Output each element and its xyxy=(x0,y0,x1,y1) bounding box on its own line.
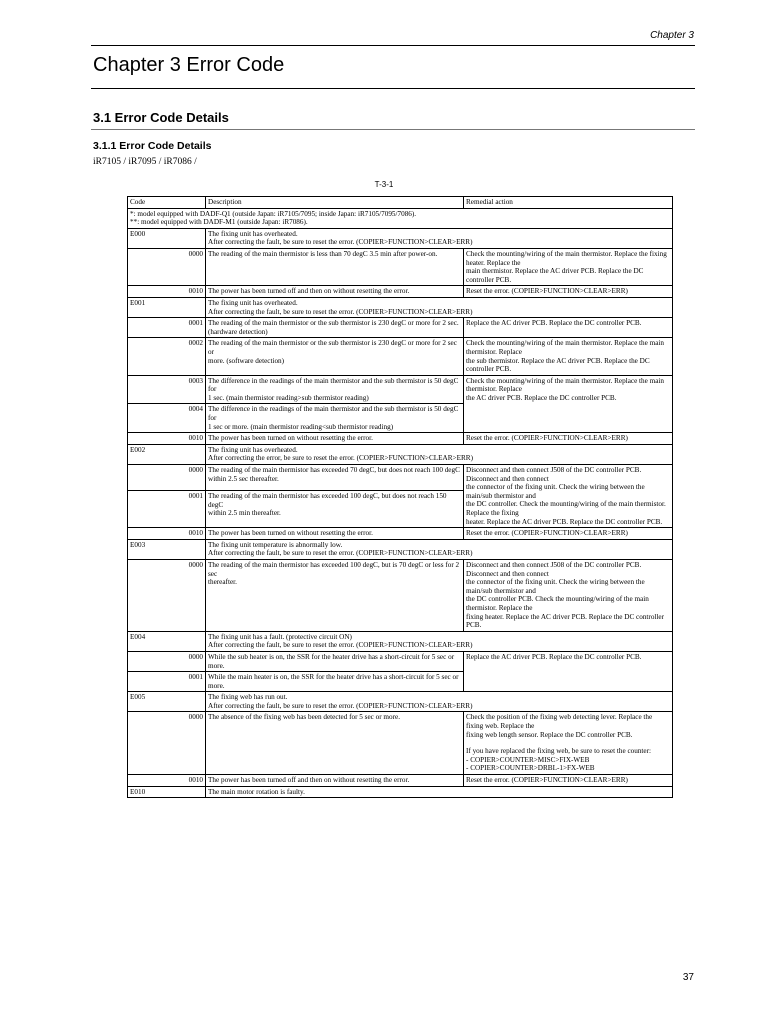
cell-line: The reading of the main thermistor or the sub thermistor is 230 degC or more for 2 sec. xyxy=(208,319,459,328)
detail-description xyxy=(206,559,464,631)
cell-line: The absence of the fixing web has been detected for 5 sec or more. xyxy=(208,713,400,722)
remedial-action xyxy=(464,465,673,528)
cell-line: After correcting the fault, be sure to reset the error. (COPIER>FUNCTION>CLEAR>ERR) xyxy=(208,307,473,316)
table-row xyxy=(128,465,673,491)
error-group-row xyxy=(128,539,673,559)
detail-code xyxy=(128,286,206,298)
remedial-action xyxy=(464,528,673,540)
error-group-row xyxy=(128,786,673,798)
cell-line: E004 xyxy=(130,632,146,641)
cell-line: While the main heater is on, the SSR for the heater drive has a short-circuit for 5 sec or xyxy=(208,673,459,682)
cell-line: The fixing unit has a fault. (protective circuit ON) xyxy=(208,632,352,641)
cell-line: Check the mounting/wiring of the main thermistor. Replace the main thermistor. Replace xyxy=(466,339,665,356)
cell-line: Replace the AC driver PCB. Replace the DC controller PCB. xyxy=(466,652,642,661)
table-row xyxy=(128,712,673,775)
error-description xyxy=(206,297,673,317)
cell-line: the connector of the fixing unit. Check the wiring between the main/sub thermistor and xyxy=(466,483,645,500)
cell-line: main thermistor. Replace the AC driver PCB. Replace the DC controller PCB. xyxy=(466,267,644,284)
cell-line: E002 xyxy=(130,445,146,454)
cell-line: The power has been turned off and then on without resetting the error. xyxy=(208,776,410,785)
cell-line: 0000 xyxy=(188,249,203,258)
table-row xyxy=(128,286,673,298)
remedial-action xyxy=(464,559,673,631)
detail-code xyxy=(128,528,206,540)
cell-line: The fixing web has run out. xyxy=(208,693,288,702)
remedial-action xyxy=(464,286,673,298)
cell-line: Reset the error. (COPIER>FUNCTION>CLEAR>ERR) xyxy=(466,434,628,443)
cell-line: 1 sec or more. (main thermistor reading<sub thermistor reading) xyxy=(208,422,394,431)
error-group-row xyxy=(128,228,673,248)
cell-line: Disconnect and then connect J508 of the DC controller PCB. Disconnect and then connect xyxy=(466,560,642,578)
cell-line: E000 xyxy=(130,229,146,238)
error-code xyxy=(128,786,206,798)
error-description xyxy=(206,539,673,559)
table-id: T-3-1 xyxy=(374,180,394,189)
detail-code xyxy=(128,465,206,491)
table-row xyxy=(128,528,673,540)
cell-line: Disconnect and then connect J508 of the DC controller PCB. Disconnect and then connect xyxy=(466,466,642,483)
error-group-row xyxy=(128,444,673,464)
detail-description xyxy=(206,433,464,445)
remedial-action xyxy=(464,318,673,338)
table-row xyxy=(128,775,673,787)
cell-line: 0010 xyxy=(188,529,203,538)
cell-line: E001 xyxy=(130,298,146,307)
cell-line: Replace the AC driver PCB. Replace the DC controller PCB. xyxy=(466,319,642,328)
cell-line: The difference in the readings of the main thermistor and the sub thermistor is 50 degC for xyxy=(208,376,459,394)
detail-code xyxy=(128,248,206,285)
cell-line: E005 xyxy=(130,693,146,702)
remedial-action xyxy=(464,338,673,375)
cell-line: After correcting the fault, be sure to reset the error. (COPIER>FUNCTION>CLEAR>ERR) xyxy=(208,238,473,247)
cell-line: The main motor rotation is faulty. xyxy=(208,787,305,796)
cell-line: Check the position of the fixing web detecting lever. Replace the fixing web. Replace the xyxy=(466,713,653,731)
table-row xyxy=(128,318,673,338)
error-group-row xyxy=(128,692,673,712)
detail-code xyxy=(128,404,206,433)
cell-line: **: model equipped with DADF-M1 (outside Japan: iR7086). xyxy=(130,218,308,227)
cell-line: more. xyxy=(208,661,225,670)
table-notes xyxy=(128,208,673,228)
cell-line: 0000 xyxy=(188,713,203,722)
cell-line: E010 xyxy=(130,787,146,796)
error-code xyxy=(128,692,206,712)
cell-line: Code xyxy=(130,198,146,206)
cell-line: *: model equipped with DADF-Q1 (outside Japan: iR7105/7095; inside Japan: iR7105/7095/7086). xyxy=(130,209,417,218)
cell-line: the AC driver PCB. Replace the DC controller PCB. xyxy=(466,393,617,402)
model-list: iR7105 / iR7095 / iR7086 / xyxy=(93,157,197,167)
cell-line: Check the mounting/wiring of the main thermistor. Replace the fixing heater. Replace the xyxy=(466,249,667,267)
detail-description xyxy=(206,318,464,338)
cell-line: 0000 xyxy=(188,560,203,569)
cell-line: The fixing unit has overheated. xyxy=(208,445,298,454)
table-row xyxy=(128,248,673,285)
column-header xyxy=(128,197,206,209)
cell-line: 0010 xyxy=(188,434,203,443)
error-code xyxy=(128,228,206,248)
cell-line: After correcting the fault, be sure to reset the error. (COPIER>FUNCTION>CLEAR>ERR) xyxy=(208,549,473,558)
cell-line: The fixing unit has overheated. xyxy=(208,229,298,238)
cell-line: 0004 xyxy=(188,405,203,414)
detail-description xyxy=(206,491,464,528)
cell-line: After correcting the fault, be sure to reset the error. (COPIER>FUNCTION>CLEAR>ERR) xyxy=(208,701,473,710)
cell-line: thereafter. xyxy=(208,578,237,587)
error-code xyxy=(128,444,206,464)
cell-line: the connector of the fixing unit. Check the wiring between the main/sub thermistor and xyxy=(466,578,645,595)
detail-description xyxy=(206,528,464,540)
table-row xyxy=(128,559,673,631)
detail-code xyxy=(128,491,206,528)
cell-line: After correcting the fault, be sure to reset the error. (COPIER>FUNCTION>CLEAR>ERR) xyxy=(208,641,473,650)
cell-line: 0000 xyxy=(188,466,203,475)
cell-line: 1 sec. (main thermistor reading>sub thermistor reading) xyxy=(208,393,369,402)
cell-line: The power has been turned off and then on without resetting the error. xyxy=(208,287,410,296)
table-notes-row xyxy=(128,208,673,228)
cell-line: 0000 xyxy=(188,652,203,661)
error-code xyxy=(128,539,206,559)
cell-line: The difference in the readings of the main thermistor and the sub thermistor is 50 degC for xyxy=(208,405,459,423)
detail-code xyxy=(128,375,206,404)
chapter-title: Chapter 3 Error Code xyxy=(93,54,285,76)
section-rule xyxy=(91,129,695,130)
cell-line: The power has been turned on without resetting the error. xyxy=(208,434,373,443)
cell-line: The reading of the main thermistor has exceeded 100 degC, but is 70 degC or less for 2 sec xyxy=(208,560,460,578)
page-number: 37 xyxy=(682,972,694,983)
detail-description xyxy=(206,248,464,285)
detail-description xyxy=(206,404,464,433)
cell-line: - COPIER>COUNTER>MISC>FIX-WEB xyxy=(466,755,590,764)
cell-line: The fixing unit has overheated. xyxy=(208,298,298,307)
cell-line: within 2.5 min thereafter. xyxy=(208,509,281,518)
detail-code xyxy=(128,338,206,375)
cell-line: the sub thermistor. Replace the AC driver PCB. Replace the DC controller PCB. xyxy=(466,356,650,374)
error-description xyxy=(206,631,673,651)
table-row xyxy=(128,433,673,445)
cell-line: fixing web length sensor. Replace the DC controller PCB. xyxy=(466,730,633,739)
cell-line: Check the mounting/wiring of the main thermistor. Replace the main thermistor. Replace xyxy=(466,376,665,394)
cell-line: The fixing unit temperature is abnormally low. xyxy=(208,540,343,549)
column-header xyxy=(206,197,464,209)
detail-description xyxy=(206,775,464,787)
detail-code xyxy=(128,712,206,775)
error-description xyxy=(206,444,673,464)
remedial-action xyxy=(464,433,673,445)
chapter-tag: Chapter 3 xyxy=(650,30,694,41)
error-code xyxy=(128,297,206,317)
detail-code xyxy=(128,559,206,631)
detail-description xyxy=(206,286,464,298)
cell-line: The reading of the main thermistor has exceeded 70 degC, but does not reach 100 degC xyxy=(208,466,460,475)
error-code-table xyxy=(127,196,673,798)
error-group-row xyxy=(128,297,673,317)
detail-code xyxy=(128,318,206,338)
cell-line: The reading of the main thermistor has exceeded 100 degC, but does not reach 150 degC xyxy=(208,492,447,509)
section-title: 3.1 Error Code Details xyxy=(93,110,229,125)
detail-description xyxy=(206,672,464,692)
error-description xyxy=(206,786,673,798)
subsection-title: 3.1.1 Error Code Details xyxy=(93,140,212,152)
cell-line: more. xyxy=(208,681,225,690)
cell-line: 0010 xyxy=(188,287,203,296)
detail-code xyxy=(128,651,206,671)
cell-line: more. (software detection) xyxy=(208,356,285,365)
remedial-action xyxy=(464,248,673,285)
cell-line: The reading of the main thermistor is less than 70 degC 3.5 min after power-on. xyxy=(208,249,438,258)
cell-line: 0001 xyxy=(188,319,203,328)
cell-line: (hardware detection) xyxy=(208,327,268,336)
error-description xyxy=(206,228,673,248)
cell-line: Remedial action xyxy=(466,198,513,206)
cell-line: - COPIER>COUNTER>DRBL-1>FX-WEB xyxy=(466,764,595,773)
cell-line: While the sub heater is on, the SSR for the heater drive has a short-circuit for 5 sec or xyxy=(208,652,455,661)
cell-line: the DC controller. Check the mounting/wiring of the main thermistor. Replace the fixing xyxy=(466,500,666,517)
cell-line: Description xyxy=(208,198,242,206)
remedial-action xyxy=(464,775,673,787)
cell-line: 0002 xyxy=(188,339,203,348)
cell-line: 0003 xyxy=(188,376,203,385)
detail-code xyxy=(128,672,206,692)
detail-description xyxy=(206,465,464,491)
detail-description xyxy=(206,375,464,404)
table-row xyxy=(128,375,673,404)
title-rule xyxy=(91,88,695,89)
cell-line xyxy=(466,739,670,747)
cell-line: fixing heater. Replace the AC driver PCB. Replace the DC controller PCB. xyxy=(466,612,664,630)
cell-line: Reset the error. (COPIER>FUNCTION>CLEAR>ERR) xyxy=(466,776,628,785)
cell-line: 0001 xyxy=(188,673,203,682)
remedial-action xyxy=(464,375,673,433)
table-row xyxy=(128,338,673,375)
cell-line: the DC controller PCB. Check the mounting/wiring of the main thermistor. Replace the xyxy=(466,595,649,612)
table-row xyxy=(128,651,673,671)
cell-line: Reset the error. (COPIER>FUNCTION>CLEAR>ERR) xyxy=(466,529,628,538)
cell-line: The power has been turned on without resetting the error. xyxy=(208,529,373,538)
column-header xyxy=(464,197,673,209)
error-code xyxy=(128,631,206,651)
error-description xyxy=(206,692,673,712)
cell-line: within 2.5 sec thereafter. xyxy=(208,474,279,483)
detail-description xyxy=(206,712,464,775)
remedial-action xyxy=(464,712,673,775)
detail-code xyxy=(128,433,206,445)
cell-line: The reading of the main thermistor or the sub thermistor is 230 degC or more for 2 sec or xyxy=(208,339,457,356)
error-group-row xyxy=(128,631,673,651)
cell-line: After correcting the error, be sure to reset the error. (COPIER>FUNCTION>CLEAR>ERR) xyxy=(208,454,473,463)
cell-line: If you have replaced the fixing web, be sure to reset the counter: xyxy=(466,747,652,756)
cell-line: E003 xyxy=(130,540,146,549)
cell-line: 0010 xyxy=(188,776,203,785)
table-header-row xyxy=(128,197,673,209)
detail-description xyxy=(206,651,464,671)
cell-line: Reset the error. (COPIER>FUNCTION>CLEAR>ERR) xyxy=(466,287,628,296)
cell-line: heater. Replace the AC driver PCB. Replace the DC controller PCB. xyxy=(466,517,663,526)
remedial-action xyxy=(464,651,673,691)
header-rule xyxy=(91,45,695,46)
detail-code xyxy=(128,775,206,787)
detail-description xyxy=(206,338,464,375)
cell-line: 0001 xyxy=(188,492,203,501)
